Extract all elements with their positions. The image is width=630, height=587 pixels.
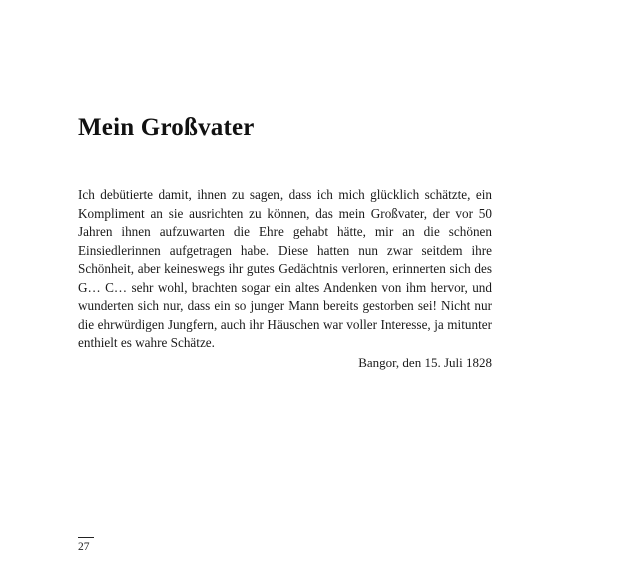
page-number: 27	[78, 541, 90, 553]
place-date-signature: Bangor, den 15. Juli 1828	[358, 355, 492, 370]
chapter-title: Mein Großvater	[78, 114, 255, 141]
body-paragraph: Ich debütierte damit, ihnen zu sagen, dass ich mich glücklich schätzte, ein Kompliment an sie ausrichten zu können, das mein Großvater, der vor 50 Jahren ihnen aufzuwarten die Ehre gehabt hätte, mir an die schönen Einsiedlerinnen aufgetragen habe. Diese hatten nun zwar seitdem ihre Schönheit, aber keineswegs ihr gutes Gedächtnis verloren, erinnerten sich des G… C… sehr wohl, brachten sogar ein altes Andenken von ihm hervor, und wunderten sich nur, dass ein so junger Mann bereits gestorben sei! Nicht nur die ehrwürdigen Jungfern, auch ihr Häuschen war voller Interesse, ja mitunter enthielt es wahre Schätze.	[78, 187, 492, 350]
footer-rule	[78, 537, 94, 538]
